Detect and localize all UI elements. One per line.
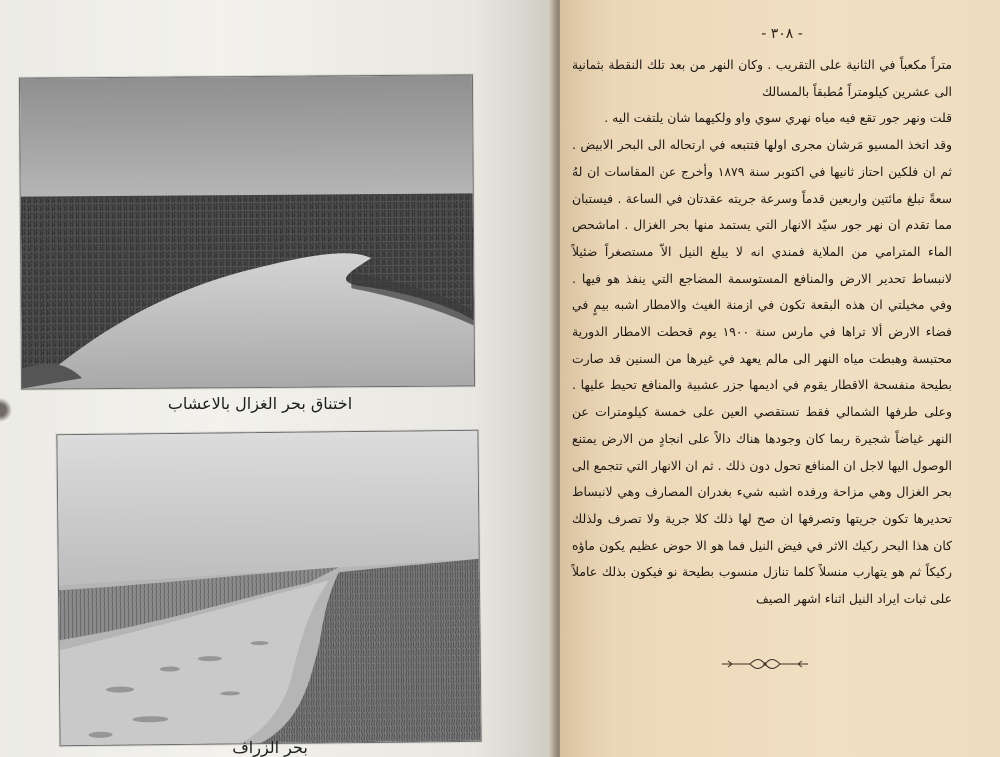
body-text bbox=[572, 52, 952, 613]
photo-top-caption: اختناق بحر الغزال بالاعشاب bbox=[167, 394, 353, 413]
page-edge-shadow bbox=[0, 380, 12, 440]
photo-bahr-el-ghazal-reeds bbox=[19, 74, 475, 389]
photo-bottom-caption: بحر الزراف bbox=[232, 738, 308, 757]
photo-bahr-el-zaraf bbox=[56, 430, 481, 746]
paragraph: قلت ونهر جور تقع فيه مياه نهري سوي واو ولكيهما شان يلتفت اليه . bbox=[604, 110, 952, 126]
page-number: - ٣٠٨ - bbox=[761, 26, 803, 42]
paragraph: متراً مكعباً في الثانية على التقريب . وكان النهر من بعد تلك النقطة بثمانية الى عشرين كيلومتراً مُطبقاً بالمسالك bbox=[572, 57, 952, 99]
ornamental-tailpiece-icon bbox=[720, 656, 810, 672]
paragraph: وقد اتخذ المسيو مَرشان مجرى اولها فتتبعه في ارتحاله الى البحر الابيض . ثم ان فلكين احتاز ثانيها في اكتوبر سنة ١٨٧٩ وأخرج عن المقاسات ان لهُ سعةً تبلغ مائتين واربعين قدماً وسرعة جريته عقدتان في الساعة . فيستبان مما تقدم ان نهر جور سيّد الانهار التي يستمد منها بحر الغزال . اماشحص الماء المترامي من الملاية فمندي انه لا يبلغ النيل الاّ مستصغراً ضئيلاً لانبساط تحدير الارض والمنافع المستوسمة المضاجع التي ينفذ هو فيها . وفي مخيلتي ان هذه البقعة تكون في ازمنة الغيث والامطار اشبه بيمٍ في فضاء الارض ألا تراها في مارس سنة ١٩٠٠ يوم قحطت الامطار الدورية محتبسة وهبطت مياه النهر الى مالم يعهد في غيرها من السنين قد صارت بطيحة منفسحة الاقطار يقوم في اديمها جزر عشبية والمنافع تحيط عليها . وعلى طرفها الشمالي فقط تستقصي العين على خمسة كيلومترات عن النهر غياضاً شجيرة ربما كان وجودها هناك دالاً على انجادٍ من الارض يمتنع الوصول اليها لاجل ان المنافع تحول دون ذلك . ثم ان الانهار التي تتجمع الى بحر الغزال وهي مزاحة ورفده اشبه شيء بغدران المصارف وهي لانبساط تحديرها تكون جريتها وتصرفها ان صح لها ذلك كلا جرية ولا تصرف ولذلك كان هذا البحر ركيك الاثر في فيض النيل فما هو الا حوض عظيم يكون ماؤه ركيكاً ثم هو يتهارب منسلاً كلما تنازل منسوب بطيحة نو فيكون بذلك عاملاً على ثبات ايراد النيل اثناء اشهر الصيف bbox=[572, 137, 952, 607]
